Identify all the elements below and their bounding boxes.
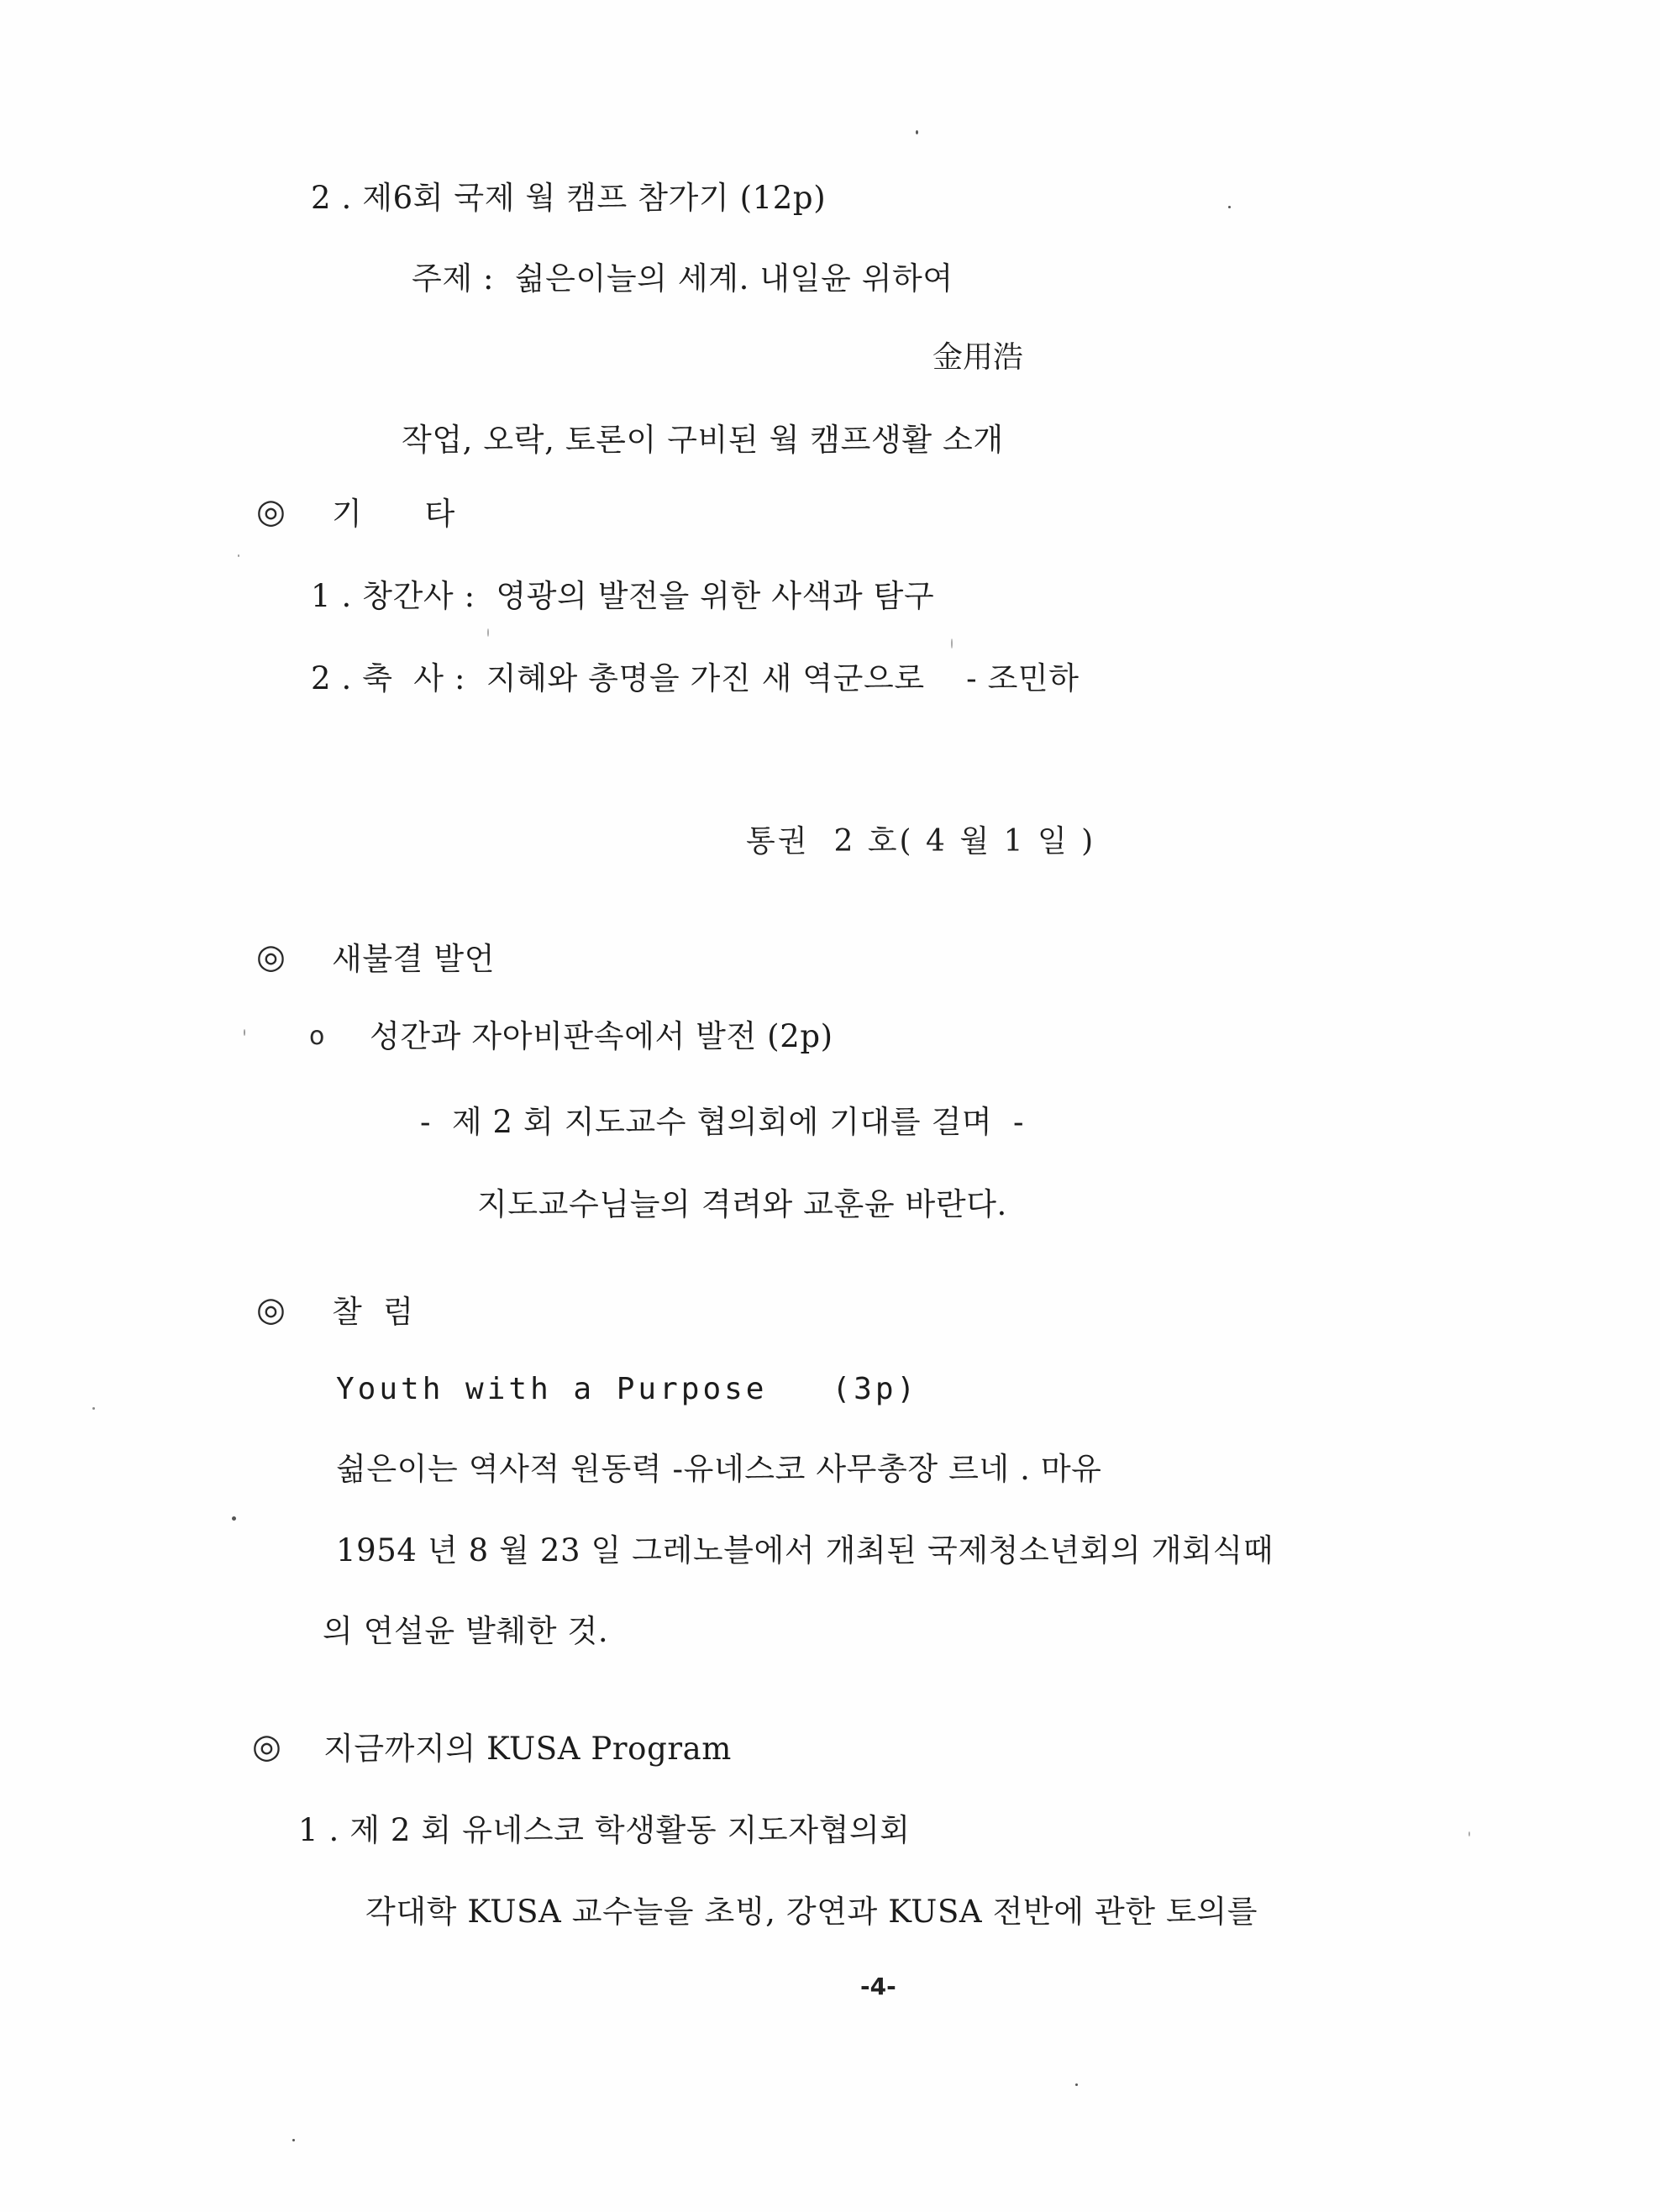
column-title-english: Youth with a Purpose (3p)	[336, 1372, 919, 1406]
section-bullet-icon: ◎	[256, 938, 286, 976]
scan-speck	[292, 2139, 295, 2141]
scan-speck	[238, 554, 239, 557]
column-description-2: 의 연설윤 발췌한 것.	[323, 1613, 609, 1649]
author-name: 金用浩	[932, 340, 1024, 375]
scan-speck	[1468, 1831, 1470, 1836]
column-subtitle: 쉶은이는 역사적 원동력 -유네스코 사무총장 르네 . 마유	[336, 1451, 1102, 1487]
scan-speck	[244, 1029, 245, 1036]
scan-speck	[951, 638, 953, 649]
item-subtitle-professors: 지도교수님늘의 격려와 교훈윤 바란다.	[477, 1186, 1007, 1222]
camp-report-summary: 작업, 오락, 토론이 구비된 웤 캠프생활 소개	[402, 422, 1004, 458]
item-founding-address: 1 . 창간사 : 영광의 발전을 위한 사색과 탐구	[311, 578, 935, 614]
list-bullet-icon: o	[309, 1022, 325, 1051]
item-congratulation: 2 . 축 사 : 지혜와 총명을 가진 새 역군으로 - 조민하	[311, 660, 1080, 696]
item-leader-council-detail: 각대학 KUSA 교수늘을 초빙, 강연과 KUSA 전반에 관한 토의를	[365, 1894, 1258, 1930]
item-leader-council: 1 . 제 2 회 유네스코 학생활동 지도자협의회	[298, 1812, 911, 1848]
section-bullet-icon: ◎	[256, 492, 286, 531]
item-camp-report: 2 . 제6회 국제 웤 캠프 참가기 (12p)	[311, 180, 827, 216]
issue-heading: 통권 2 호( 4 월 1 일 )	[746, 824, 1096, 859]
scan-speck	[916, 130, 918, 134]
item-self-reflection: 성간과 자아비판속에서 발전 (2p)	[370, 1018, 833, 1054]
column-description-1: 1954 년 8 월 23 일 그레노블에서 개최된 국제청소년회의 개회식때	[336, 1532, 1274, 1568]
scan-speck	[92, 1407, 95, 1410]
section-bullet-icon: ◎	[256, 1290, 286, 1329]
section-heading-kusa-program: 지금까지의 KUSA Program	[323, 1731, 732, 1767]
section-heading-column: 찰 럼	[332, 1294, 414, 1330]
camp-report-theme: 주제 : 쉶은이늘의 세계. 내일윤 위하여	[412, 260, 953, 297]
scan-speck	[232, 1516, 236, 1521]
section-heading-remarks: 새불결 발언	[332, 941, 496, 977]
scan-speck	[1075, 2083, 1078, 2086]
scan-speck	[1228, 206, 1231, 208]
item-subtitle-council: - 제 2 회 지도교수 협의회에 기대를 걸며 -	[420, 1104, 1025, 1140]
scan-speck	[487, 628, 489, 637]
page-number: -4-	[860, 1973, 896, 2000]
section-bullet-icon: ◎	[252, 1727, 281, 1766]
section-heading-other: 기 타	[332, 496, 455, 532]
